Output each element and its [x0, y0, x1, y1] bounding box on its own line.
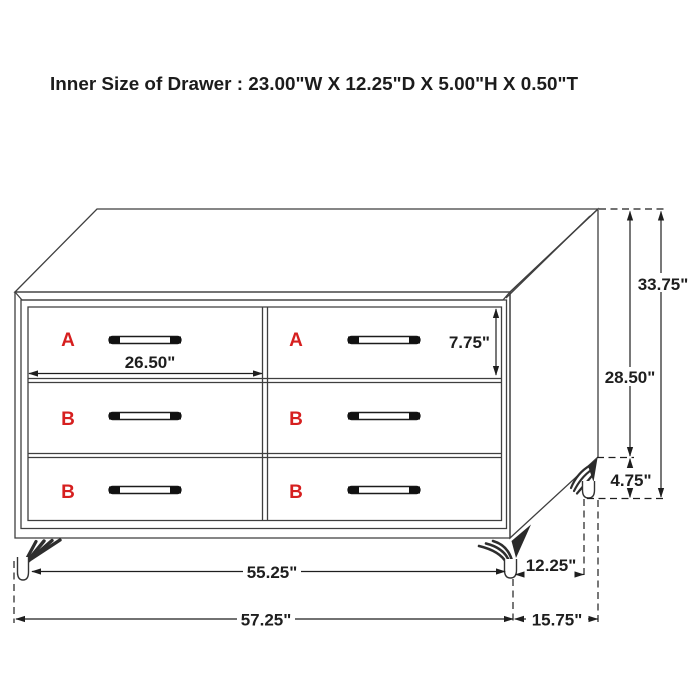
dim-left-drawer-width-label: 26.50" [124, 353, 176, 372]
dim-side-leg-span [516, 556, 584, 575]
drawer-label-top-left: A [61, 330, 75, 351]
diagram-title: Inner Size of Drawer : 23.00"W X 12.25"D X 5.00"H X 0.50"T [50, 74, 579, 94]
drawer-handle [109, 413, 181, 420]
dim-overall-height-label: 33.75" [637, 275, 689, 294]
dresser-top-face [15, 209, 598, 300]
dresser-drawing [15, 209, 598, 580]
front-right-leg [479, 525, 531, 579]
drawer-label-middle-right: B [289, 409, 303, 430]
dim-front-leg-span [32, 562, 505, 582]
dim-side-leg-span-label: 12.25" [525, 556, 577, 575]
drawer-handle [348, 337, 420, 344]
dim-left-drawer-width [29, 353, 262, 374]
dim-leg-height-label: 4.75" [610, 471, 652, 490]
dim-overall-width [16, 609, 513, 630]
drawer-handle [109, 487, 181, 494]
dim-overall-height [633, 212, 693, 498]
drawer-handle [109, 337, 181, 344]
drawer-label-bottom-left: B [61, 482, 75, 503]
dim-overall-depth-label: 15.75" [531, 610, 583, 630]
front-left-leg [18, 540, 61, 580]
drawer-label-middle-left: B [61, 409, 75, 430]
drawer-handle [348, 413, 420, 420]
drawer-label-bottom-right: B [289, 482, 303, 503]
dim-overall-width-label: 57.25" [240, 610, 292, 630]
dim-leg-height [610, 459, 651, 497]
dim-overall-depth [515, 611, 598, 630]
dim-top-drawer-height-label: 7.75" [448, 333, 490, 352]
dim-top-drawer-height [449, 309, 496, 375]
drawer-grid [28, 307, 502, 521]
drawer-label-top-right: A [289, 330, 303, 351]
dim-front-leg-span-label: 55.25" [246, 563, 298, 582]
dim-case-height-label: 28.50" [604, 368, 656, 387]
dim-case-height [602, 212, 660, 457]
drawer-letter-labels [61, 330, 303, 503]
drawer-handle [348, 487, 420, 494]
